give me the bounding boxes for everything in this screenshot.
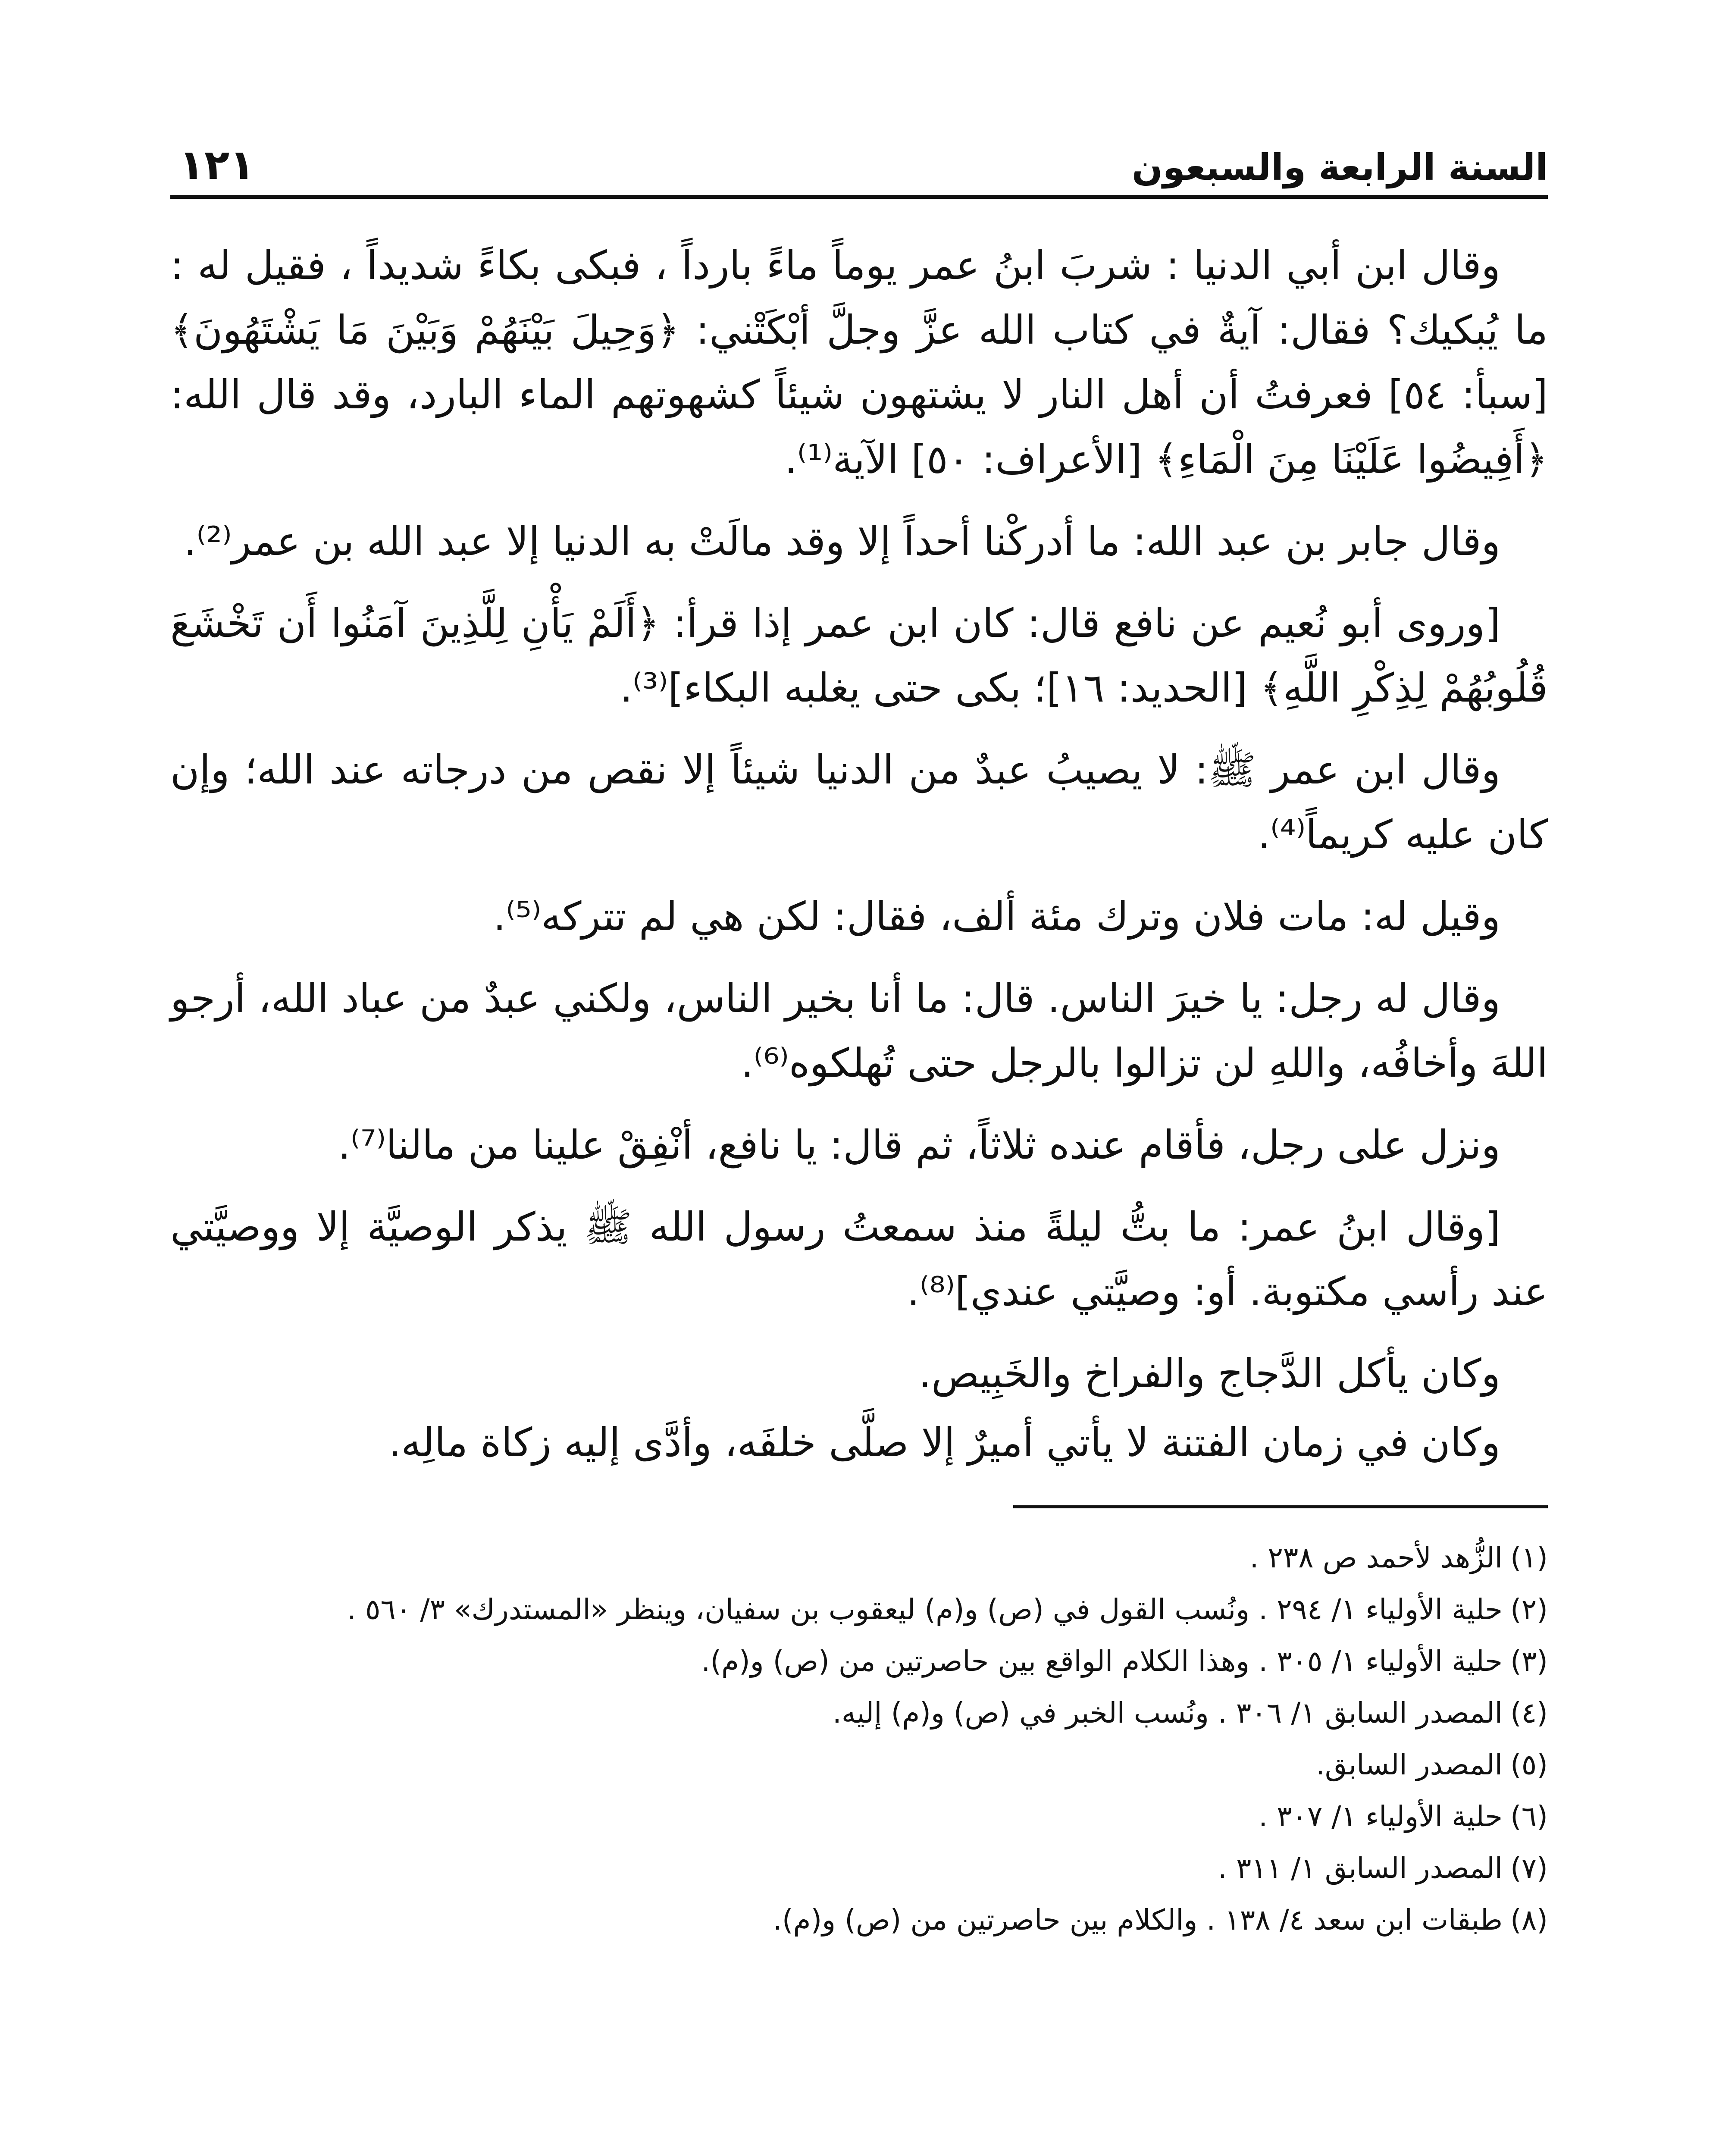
footnote-text: حلية الأولياء ١/ ٢٩٤ . ونُسب القول في (ص) و(م) ليعقوب بن سفيان، وينظر «المستدرك» ٣/ ٥٦٠ . [347, 1593, 1503, 1626]
footnote-text: حلية الأولياء ١/ ٣٠٥ . وهذا الكلام الواقع بين حاصرتين من (ص) و(م). [701, 1645, 1503, 1678]
footnote [170, 1584, 1548, 1636]
paragraph: وقال ابن أبي الدنيا : شربَ ابنُ عمر يوماً ماءً بارداً ، فبكى بكاءً شديداً ، فقيل له : ما يُبكيك؟ فقال: آيةٌ في كتاب الله عزَّ وجلَّ أبْكَتْني: ﴿وَحِيلَ بَيْنَهُمْ وَبَيْنَ مَا يَشْتَهُونَ﴾ [سبأ: ٥٤] فعرفتُ أن أهل النار لا يشتهون شيئاً كشهوتهم الماء البارد، وقد قال الله: ﴿أَفِيضُوا عَلَيْنَا مِنَ الْمَاءِ﴾ [الأعراف: ٥٠] الآية⁽¹⁾. [170, 242, 1548, 483]
footnote [170, 1532, 1548, 1584]
main-text [170, 233, 1548, 1475]
paragraph: [وقال ابنُ عمر: ما بتُّ ليلةً منذ سمعتُ رسول الله ﷺ يذكر الوصيَّة إلا ووصيَّتي عند رأسي مكتوبة. أو: وصيَّتي عندي]⁽⁸⁾. [170, 1204, 1548, 1315]
paragraph: وقيل له: مات فلان وترك مئة ألف، فقال: لكن هي لم تتركه⁽⁵⁾. [493, 893, 1500, 940]
footnote-number: (٨) [1510, 1903, 1548, 1937]
paragraph: وكان في زمان الفتنة لا يأتي أميرٌ إلا صلَّى خلفَه، وأدَّى إليه زكاة مالِه. [388, 1420, 1500, 1466]
footnote-number: (٥) [1510, 1748, 1548, 1781]
footnote [170, 1687, 1548, 1739]
footnote [170, 1843, 1548, 1894]
footnote [170, 1636, 1548, 1687]
footnote-number: (٢) [1510, 1593, 1548, 1626]
running-title: السنة الرابعة والسبعون [1132, 146, 1548, 188]
footnote-number: (٧) [1510, 1852, 1548, 1885]
footnote-number: (٦) [1510, 1800, 1548, 1833]
page-header [170, 121, 1548, 199]
page-number: ١٢١ [179, 141, 255, 189]
footnote-text: المصدر السابق ١/ ٣٠٦ . ونُسب الخبر في (ص) و(م) إليه. [832, 1696, 1503, 1730]
paragraph: ونزل على رجل، فأقام عنده ثلاثاً، ثم قال: يا نافع، أنْفِقْ علينا من مالنا⁽⁷⁾. [338, 1122, 1500, 1168]
paragraph: وقال ابن عمر ﷺ: لا يصيبُ عبدٌ من الدنيا شيئاً إلا نقص من درجاته عند الله؛ وإن كان عليه كريماً⁽⁴⁾. [170, 747, 1548, 858]
footnote-text: حلية الأولياء ١/ ٣٠٧ . [1259, 1800, 1503, 1833]
footnotes [170, 1532, 1548, 1946]
paragraph: [وروى أبو نُعيم عن نافع قال: كان ابن عمر إذا قرأ: ﴿أَلَمْ يَأْنِ لِلَّذِينَ آمَنُوا أَن تَخْشَعَ قُلُوبُهُمْ لِذِكْرِ اللَّهِ﴾ [الحديد: ١٦]؛ بكى حتى يغلبه البكاء]⁽³⁾. [170, 600, 1548, 711]
footnote-separator [1013, 1505, 1548, 1508]
footnote [170, 1791, 1548, 1843]
footnote-number: (٣) [1510, 1645, 1548, 1678]
footnote-text: طبقات ابن سعد ٤/ ١٣٨ . والكلام بين حاصرتين من (ص) و(م). [773, 1903, 1503, 1937]
footnote-number: (١) [1510, 1541, 1548, 1574]
footnote-number: (٤) [1510, 1696, 1548, 1730]
footnote-text: المصدر السابق ١/ ٣١١ . [1218, 1852, 1503, 1885]
paragraph: وقال جابر بن عبد الله: ما أدركْنا أحداً إلا وقد مالَتْ به الدنيا إلا عبد الله بن عمر⁽²⁾. [184, 518, 1500, 564]
paragraph: وكان يأكل الدَّجاج والفراخ والخَبِيص. [918, 1351, 1500, 1397]
footnote-text: الزُّهد لأحمد ص ٢٣٨ . [1249, 1541, 1503, 1574]
book-page [170, 121, 1548, 2156]
footnote [170, 1894, 1548, 1946]
footnote [170, 1739, 1548, 1791]
footnote-text: المصدر السابق. [1315, 1748, 1503, 1781]
paragraph: وقال له رجل: يا خيرَ الناس. قال: ما أنا بخير الناس، ولكني عبدٌ من عباد الله، أرجو اللهَ وأخافُه، واللهِ لن تزالوا بالرجل حتى تُهلكوه⁽⁶⁾. [170, 975, 1548, 1086]
